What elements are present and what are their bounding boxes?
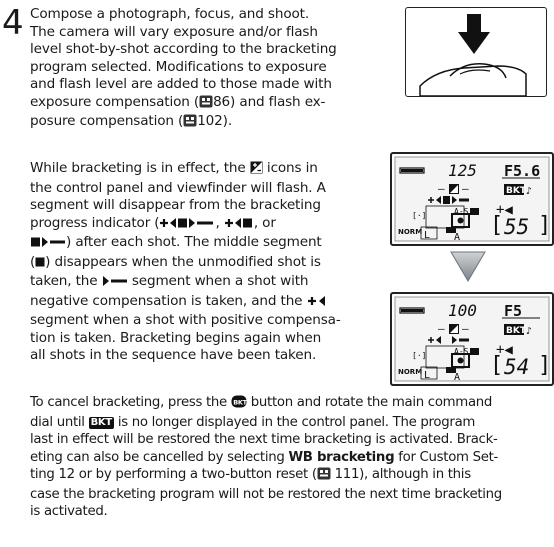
step-line-7: posure compensation ( 102). (30, 113, 360, 133)
bracketing-text (30, 160, 366, 365)
step-line-5: and flash level are added to those made with (30, 76, 332, 92)
bracket-line-3: segment will disappear from the bracketing (30, 197, 321, 213)
bracket-indicator-full-icon (159, 217, 215, 235)
svg-text:[: [ (490, 353, 504, 378)
bracket-line-5: ) after each shot. The middle segment (30, 234, 366, 254)
bracket-line-4: progress indicator ( , , or (30, 215, 366, 235)
middle-segment-icon (35, 256, 45, 274)
af-mode: A-S (454, 347, 469, 356)
step-line-3: level shot-by-shot according to the bracketing (30, 41, 337, 57)
svg-text:+◀: +◀ (496, 202, 513, 218)
step-number: 4 (2, 3, 24, 43)
bkt-badge: BKT (506, 186, 526, 196)
aperture: F5.6 (504, 162, 541, 180)
exposure-compensation-icon (449, 184, 459, 194)
image-size: L (424, 370, 431, 381)
white-balance: A (454, 232, 461, 243)
step-text (30, 6, 360, 133)
bracket-line-6: ( ) disappears when the unmodified shot is (30, 254, 366, 274)
step-line-2: The camera will vary exposure and/or flash (30, 23, 318, 40)
white-balance: A (454, 372, 461, 383)
bracket-line-7: taken, the segment when a shot with (30, 273, 366, 293)
cancel-text (30, 394, 554, 521)
negative-segment-icon (102, 275, 128, 293)
finger-press-icon (406, 8, 546, 96)
cancel-line-2: dial until BKT is no longer displayed in the control panel. The program (30, 414, 476, 430)
cancel-line-4: eting can also be cancelled by selecting WB bracketing for Custom Set- (30, 449, 499, 465)
bracket-line-10: tion is taken. Bracketing begins again when (30, 329, 322, 346)
positive-segment-icon (307, 295, 327, 313)
bracket-line-1: While bracketing is in effect, the icons in (30, 160, 366, 180)
frames-remaining: 54 (504, 355, 530, 379)
cancel-line-7: is activated. (30, 504, 108, 519)
shutter-press-illustration (405, 7, 547, 97)
page-reference-icon (183, 114, 197, 133)
control-panel-before (390, 152, 554, 246)
svg-text:]: ] (538, 213, 552, 238)
svg-text:]: ] (538, 353, 552, 378)
step-line-4: program selected. Modifications to exposure (30, 58, 327, 75)
image-quality: NORM (398, 368, 423, 376)
note-icon: ♪ (526, 186, 533, 197)
step-line-1: Compose a photograph, focus, and shoot. (30, 6, 310, 22)
note-icon: ♪ (526, 326, 533, 337)
bracket-line-9: segment when a shot with positive compensa- (30, 312, 341, 328)
frames-remaining: 55 (504, 215, 530, 239)
image-quality: NORM (398, 228, 423, 236)
transition-arrow-icon (450, 251, 486, 283)
af-area-icon: [·] (412, 211, 427, 220)
svg-text:[: [ (490, 213, 504, 238)
svg-text:—: — (438, 182, 445, 195)
svg-text:BKT: BKT (233, 398, 247, 407)
image-size: L (424, 230, 431, 241)
control-panel-after (390, 292, 554, 386)
bracket-line-2: the control panel and viewfinder will flash. A (30, 179, 326, 196)
shutter-speed: 100 (448, 301, 477, 320)
svg-text:+◀: +◀ (496, 342, 513, 358)
cancel-line-1: To cancel bracketing, press the BKT button and rotate the main command (30, 394, 554, 414)
af-area-icon: [·] (412, 351, 427, 360)
bracket-line-8: negative compensation is taken, and the (30, 293, 366, 313)
bkt-badge: BKT (506, 326, 526, 336)
page-reference-icon (199, 95, 213, 114)
exposure-compensation-icon (250, 161, 263, 180)
cancel-line-6: case the bracketing program will not be restored the next time bracketing (30, 486, 502, 502)
bracket-indicator-plus-icon (224, 217, 254, 235)
svg-text:—: — (462, 322, 469, 335)
bracket-line-11: all shots in the sequence have been taken. (30, 347, 317, 363)
svg-text:—: — (438, 322, 445, 335)
step-line-6: exposure compensation ( 86) and flash ex- (30, 94, 360, 114)
exposure-compensation-icon (449, 324, 459, 334)
bkt-button-icon (231, 395, 247, 414)
cancel-line-3: last in effect will be restored the next time bracketing is activated. Brack- (30, 432, 498, 447)
shutter-speed: 125 (448, 161, 477, 180)
bkt-indicator: BKT (90, 416, 112, 428)
wb-bracketing-term: WB bracketing (288, 449, 395, 465)
bracket-indicator-minus-icon (30, 236, 66, 254)
cancel-line-5: ting 12 or by performing a two-button reset ( 111), although in this (30, 466, 554, 486)
svg-text:—: — (462, 182, 469, 195)
af-mode: A-S (454, 207, 469, 216)
aperture: F5 (504, 302, 523, 320)
page-reference-icon (317, 467, 331, 486)
